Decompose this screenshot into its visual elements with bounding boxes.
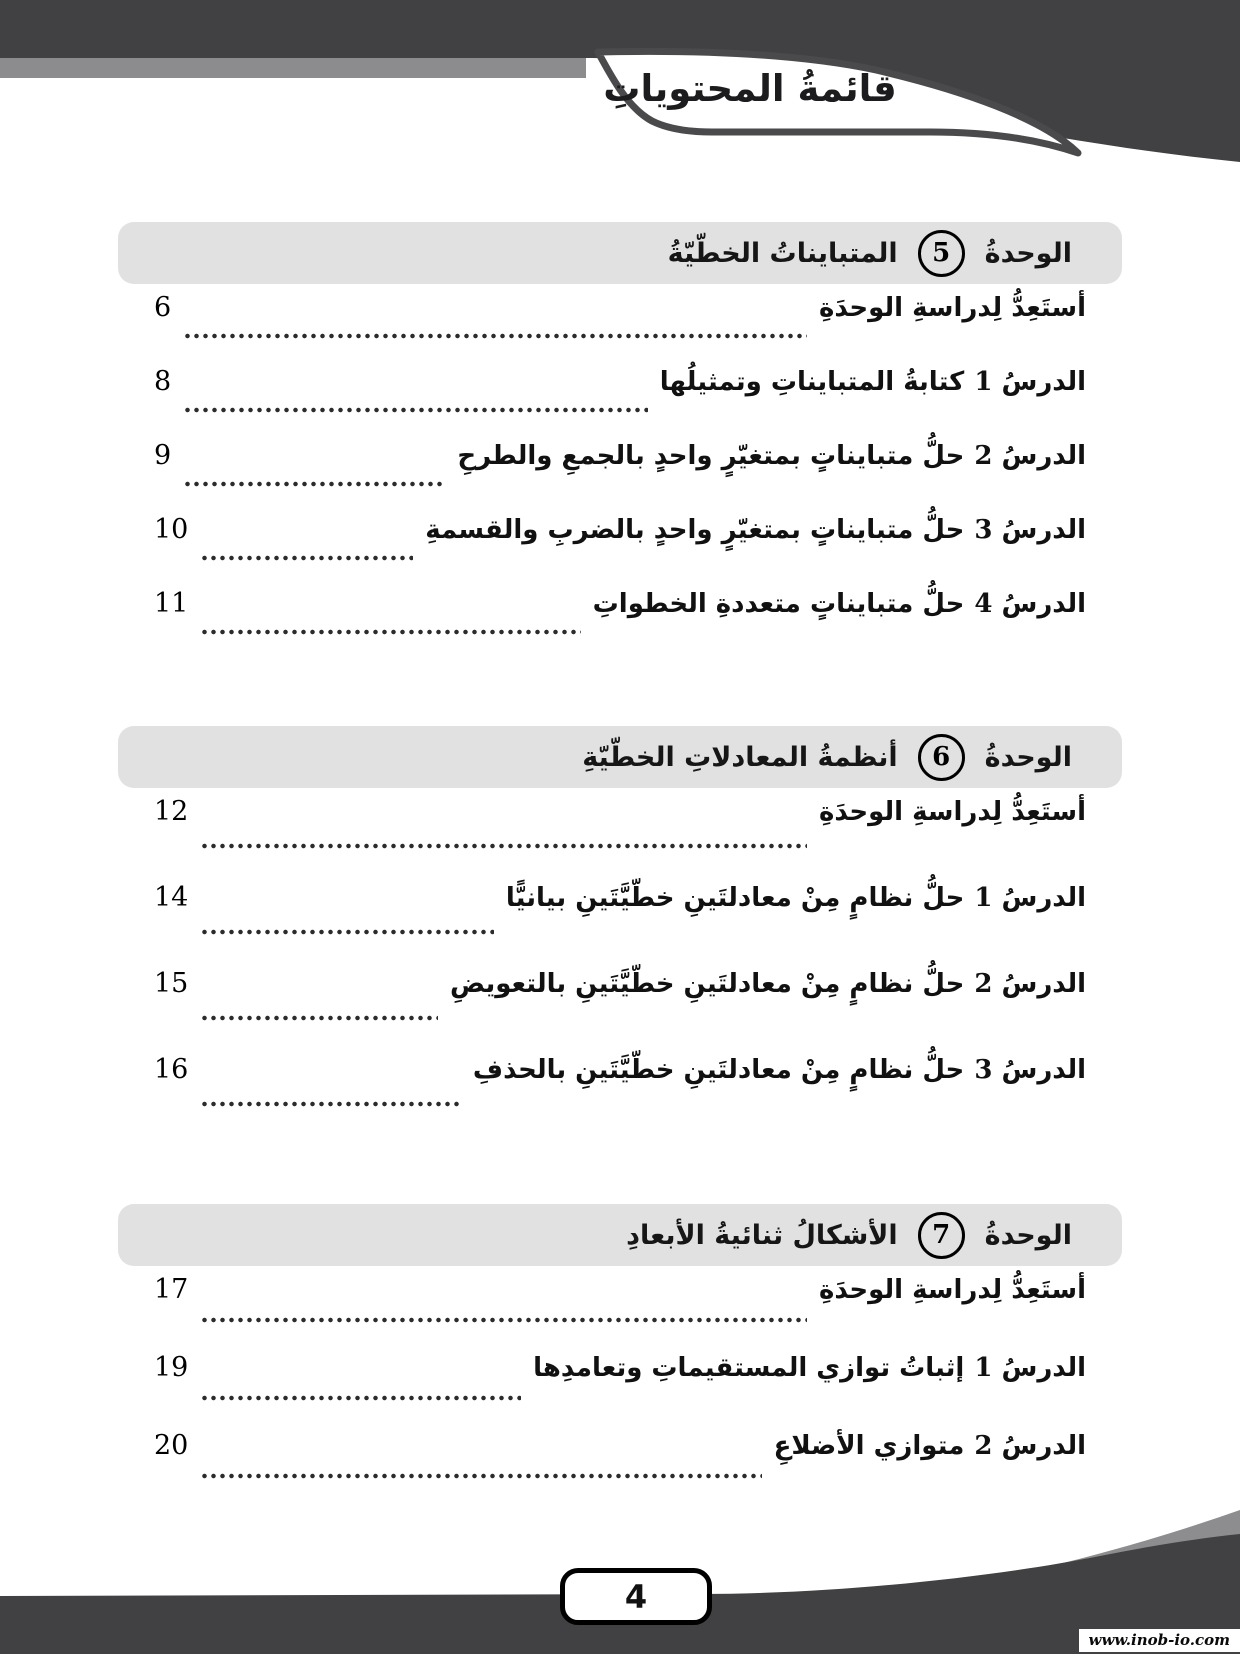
toc-entry-row [154, 514, 1086, 588]
entry-page-number: 8 [154, 366, 172, 397]
dotted-leader [200, 929, 494, 935]
lesson-label: الدرسُ 2 [974, 969, 1086, 999]
entry-page-number: 16 [154, 1054, 189, 1085]
dotted-leader [183, 333, 807, 339]
unit-section [118, 1204, 1122, 1508]
dotted-leader [183, 481, 445, 487]
entry-title: متوازي الأضلاعِ [773, 1431, 965, 1461]
dotted-leader [200, 1101, 461, 1107]
entry-title: حلُّ متبايناتٍ بمتغيّرٍ واحدٍ بالجمعِ والطرحِ [457, 441, 965, 471]
dotted-leader [200, 1015, 438, 1021]
entry-title: حلُّ متبايناتٍ بمتغيّرٍ واحدٍ بالضربِ والقسمةِ [425, 515, 965, 545]
entry-page-number: 19 [154, 1352, 189, 1383]
entry-page-number: 14 [154, 882, 189, 913]
toc-entry-row [154, 1054, 1086, 1140]
dotted-leader [200, 1317, 807, 1323]
toc-entry-row [154, 1430, 1086, 1508]
entry-page-number: 17 [154, 1274, 189, 1305]
unit-number-badge: 6 [918, 734, 965, 781]
entry-title: أستَعِدُّ لِدراسةِ الوحدَةِ [819, 1275, 1086, 1305]
entry-title: حلُّ نظامٍ مِنْ معادلتَينِ خطّيَّتَينِ بالتعويضِ [450, 969, 965, 999]
unit-section [118, 726, 1122, 1140]
dotted-leader [200, 629, 580, 635]
toc-entry-row [154, 882, 1086, 968]
lesson-label: الدرسُ 3 [974, 1055, 1086, 1085]
dotted-leader [200, 1473, 761, 1479]
lesson-label: الدرسُ 1 [974, 883, 1086, 913]
page-number-box [560, 1568, 712, 1625]
toc-entry-row [154, 366, 1086, 440]
entry-page-number: 9 [154, 440, 172, 471]
entry-title: أستَعِدُّ لِدراسةِ الوحدَةِ [819, 797, 1086, 827]
toc-entry-row [154, 796, 1086, 882]
lesson-label: الدرسُ 1 [974, 367, 1086, 397]
toc-entry-row [154, 1274, 1086, 1352]
toc-entry-row [154, 1352, 1086, 1430]
unit-header-bar [118, 726, 1122, 788]
toc-entry-row [154, 440, 1086, 514]
lesson-label: الدرسُ 2 [974, 1431, 1086, 1461]
lesson-label: الدرسُ 2 [974, 441, 1086, 471]
entry-title: حلُّ نظامٍ مِنْ معادلتَينِ خطّيَّتَينِ بالحذفِ [472, 1055, 965, 1085]
unit-title: المتبايناتُ الخطّيّةُ [667, 237, 898, 269]
dotted-leader [200, 1395, 521, 1401]
entry-list [118, 1266, 1122, 1508]
dotted-leader [200, 843, 807, 849]
unit-number-badge: 7 [918, 1212, 965, 1259]
unit-header-bar [118, 222, 1122, 284]
lesson-label: الدرسُ 4 [974, 589, 1086, 619]
unit-label: الوحدةُ [984, 1219, 1072, 1251]
unit-header-bar [118, 1204, 1122, 1266]
unit-label: الوحدةُ [984, 237, 1072, 269]
unit-number-badge: 5 [918, 230, 965, 277]
unit-section [118, 222, 1122, 662]
toc-entry-row [154, 588, 1086, 662]
entry-page-number: 10 [154, 514, 189, 545]
entry-title: إثباتُ توازي المستقيماتِ وتعامدِها [533, 1353, 965, 1383]
unit-title: الأشكالُ ثنائيةُ الأبعادِ [626, 1219, 898, 1251]
page-title: قائمةُ المحتوياتِ [603, 66, 897, 110]
entry-page-number: 12 [154, 796, 189, 827]
unit-label: الوحدةُ [984, 741, 1072, 773]
entry-list [118, 284, 1122, 662]
toc-entry-row [154, 968, 1086, 1054]
entry-page-number: 15 [154, 968, 189, 999]
dotted-leader [183, 407, 648, 413]
lesson-label: الدرسُ 1 [974, 1353, 1086, 1383]
toc-entry-row [154, 292, 1086, 366]
entry-list [118, 788, 1122, 1140]
entry-title: أستَعِدُّ لِدراسةِ الوحدَةِ [819, 293, 1086, 323]
dotted-leader [200, 555, 413, 561]
header-banner [0, 0, 1240, 170]
unit-title: أنظمةُ المعادلاتِ الخطّيّةِ [582, 741, 898, 773]
entry-title: حلُّ متبايناتٍ متعددةِ الخطواتِ [592, 589, 965, 619]
entry-title: كتابةُ المتبايناتِ وتمثيلُها [659, 367, 965, 397]
watermark: www.inob-io.com [1079, 1629, 1240, 1652]
lesson-label: الدرسُ 3 [974, 515, 1086, 545]
page-number: 4 [624, 1577, 648, 1616]
entry-page-number: 20 [154, 1430, 189, 1461]
entry-title: حلُّ نظامٍ مِنْ معادلتَينِ خطّيَّتَينِ بيانيًّا [505, 883, 965, 913]
entry-page-number: 6 [154, 292, 172, 323]
entry-page-number: 11 [154, 588, 189, 619]
